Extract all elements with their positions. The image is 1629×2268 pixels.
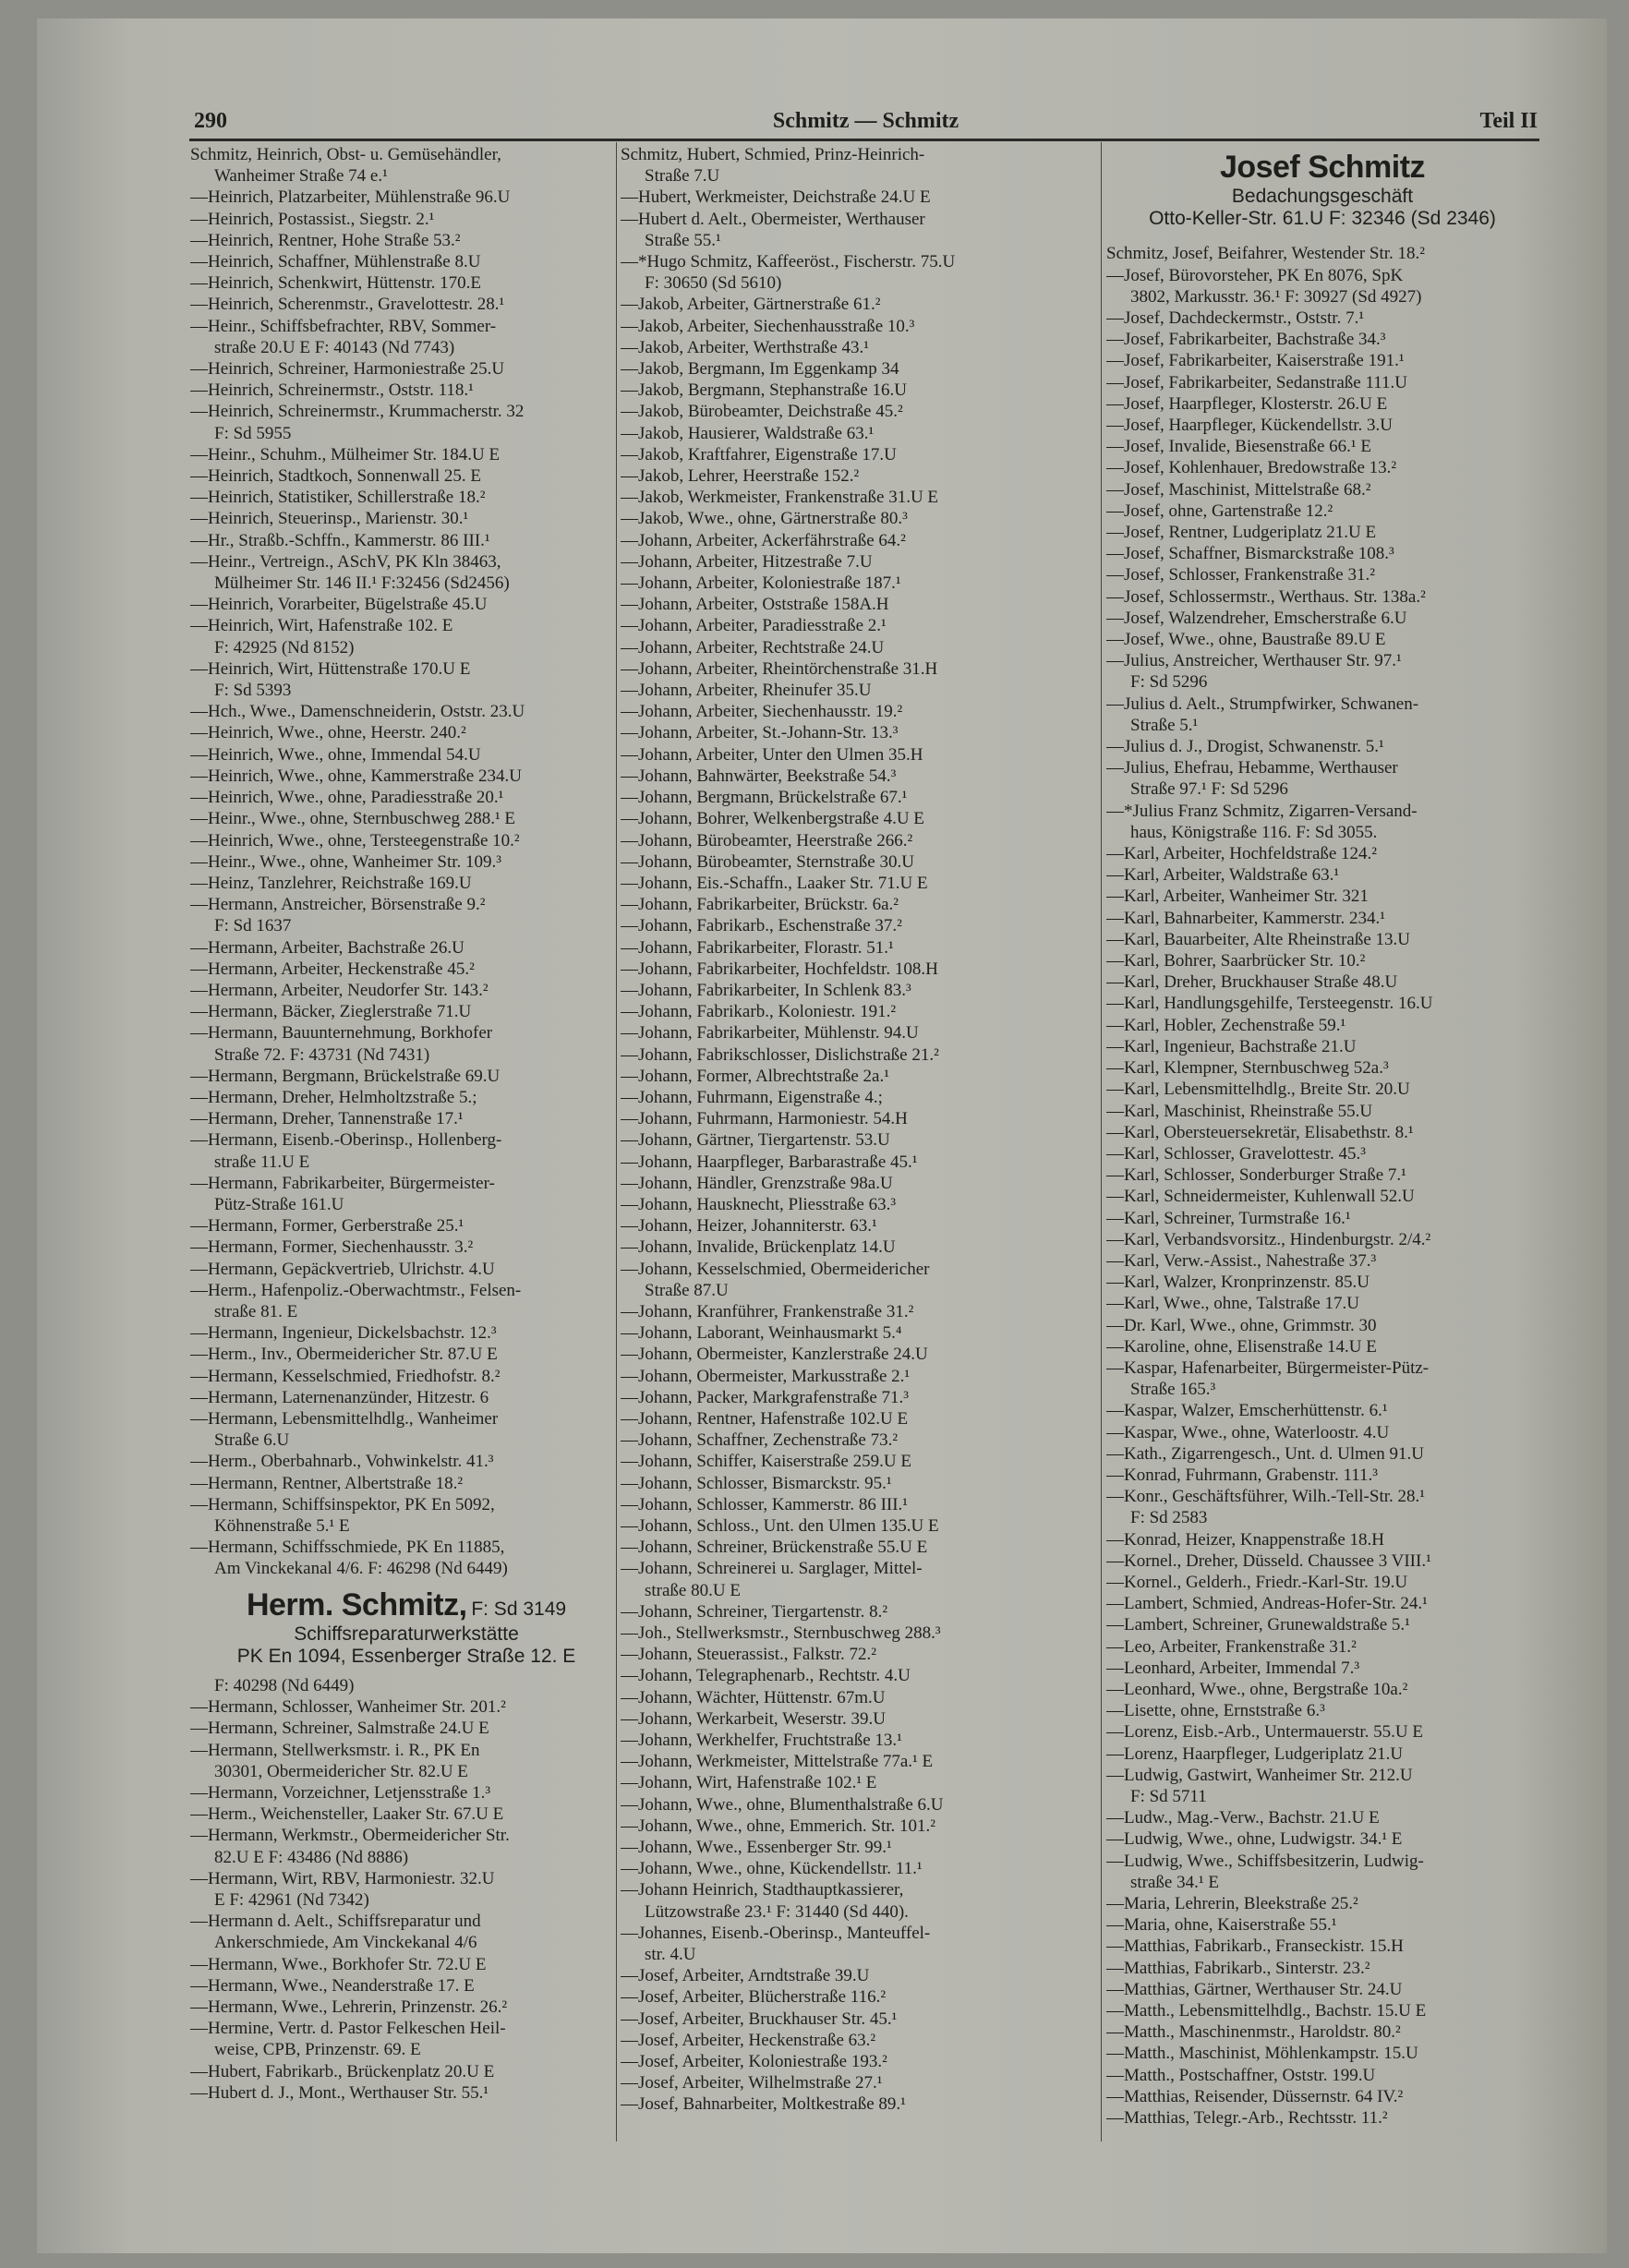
directory-entry-line: —Heinrich, Schaffner, Mühlenstraße 8.U: [190, 252, 481, 272]
directory-entry-line: —Hermann, Vorzeichner, Letjensstraße 1.³: [190, 1783, 491, 1803]
directory-entry-line: —Lambert, Schmied, Andreas-Hofer-Str. 24.¹: [1106, 1594, 1428, 1614]
directory-entry-line: —Hermann, Anstreicher, Börsenstraße 9.²: [190, 895, 486, 915]
directory-entry-line: —Heinrich, Wwe., ohne, Kammerstraße 234.U: [190, 766, 522, 786]
directory-entry-line: —Josef, Invalide, Biesenstraße 66.¹ E: [1106, 437, 1371, 457]
directory-entry-line: —Karl, Schlosser, Gravelottestr. 45.³: [1106, 1143, 1366, 1164]
directory-entry-line: F: Sd 5955: [214, 423, 292, 443]
directory-entry-line: —Karl, Arbeiter, Waldstraße 63.¹: [1106, 865, 1340, 886]
directory-entry-line: —Johann, Bergmann, Brückelstraße 67.¹: [621, 788, 908, 808]
directory-entry-line: —Heinrich, Postassist., Siegstr. 2.¹: [190, 209, 435, 229]
directory-entry-line: —Heinrich, Wirt, Hüttenstraße 170.U E: [190, 658, 471, 679]
directory-entry-line: weise, CPB, Prinzenstr. 69. E: [214, 2040, 421, 2060]
directory-entry-line: —Maria, ohne, Kaiserstraße 55.¹: [1106, 1915, 1337, 1936]
directory-entry-line: —Johann, Werkmeister, Mittelstraße 77a.¹ E: [621, 1752, 934, 1772]
directory-entry-line: —Hermann, Arbeiter, Neudorfer Str. 143.²: [190, 980, 489, 1000]
directory-entry-line: —Kornel., Dreher, Düsseld. Chaussee 3 VIII.¹: [1106, 1550, 1431, 1571]
directory-entry-line: Schmitz, Josef, Beifahrer, Westender Str. 18.²: [1106, 244, 1425, 264]
directory-entry-line: —Leonhard, Wwe., ohne, Bergstraße 10a.²: [1106, 1679, 1408, 1699]
directory-entry-line: —Heinrich, Schreiner, Harmoniestraße 25.U: [190, 359, 505, 380]
directory-entry-line: —Hermann, Schlosser, Wanheimer Str. 201.²: [190, 1697, 506, 1718]
directory-entry-line: —Heinrich, Statistiker, Schillerstraße 18.²: [190, 488, 486, 508]
ad-name: Herm. Schmitz,: [246, 1586, 467, 1623]
directory-entry-line: —Johann, Fabrikarbeiter, In Schlenk 83.³: [621, 980, 911, 1000]
directory-entry-line: —Johann, Bohrer, Welkenbergstraße 4.U E: [621, 809, 924, 829]
directory-entry-line: —Johann, Rentner, Hafenstraße 102.U E: [621, 1408, 909, 1429]
directory-entry-line: —Hermann, Dreher, Tannenstraße 17.¹: [190, 1109, 464, 1129]
header-rule: [189, 139, 1539, 141]
directory-entry-line: Schmitz, Hubert, Schmied, Prinz-Heinrich-: [621, 145, 925, 164]
directory-entry-line: —Heinr., Schuhm., Mülheimer Str. 184.U E: [190, 444, 501, 464]
directory-entry-line: Ankerschmiede, Am Vinckekanal 4/6: [214, 1933, 477, 1953]
directory-entry-line: —Heinrich, Steuerinsp., Marienstr. 30.¹: [190, 509, 469, 529]
directory-entry-line: Schmitz, Heinrich, Obst- u. Gemüsehändler,: [190, 145, 501, 164]
directory-entry-line: —Johann, Haarpfleger, Barbarastraße 45.¹: [621, 1152, 918, 1172]
directory-entry-line: —Johann, Schloss., Unt. den Ulmen 135.U E: [621, 1516, 939, 1536]
directory-entry-line: —Jakob, Arbeiter, Siechenhausstraße 10.³: [621, 316, 915, 336]
directory-entry-line: —Johann, Kesselschmied, Obermeidericher: [621, 1259, 930, 1279]
directory-entry-line: —Johann, Wwe., ohne, Blumenthalstraße 6.U: [621, 1794, 944, 1815]
ad-address: PK En 1094, Essenberger Straße 12. E: [236, 1645, 576, 1667]
directory-entry-line: —Johann, Fabrikarb., Eschenstraße 37.²: [621, 916, 902, 936]
directory-entry-line: Köhnenstraße 5.¹ E: [214, 1516, 350, 1536]
directory-entry-line: 30301, Obermeidericher Str. 82.U E: [214, 1761, 468, 1781]
directory-entry-line: —Johann, Arbeiter, Koloniestraße 187.¹: [621, 573, 901, 594]
directory-entry-line: —Karl, Schneidermeister, Kuhlenwall 52.U: [1106, 1187, 1415, 1207]
directory-entry-line: —Karl, Bauarbeiter, Alte Rheinstraße 13.U: [1106, 929, 1411, 949]
advertisement-herm-schmitz: [190, 1587, 622, 1668]
directory-entry-line: —Jakob, Werkmeister, Frankenstraße 31.U E: [621, 488, 939, 508]
directory-entry-line: —Hermann, Eisenb.-Oberinsp., Hollenberg-: [190, 1130, 502, 1151]
directory-entry-line: —Leonhard, Arbeiter, Immendal 7.³: [1106, 1658, 1360, 1678]
directory-entry-line: —Johann, Fabrikschlosser, Dislichstraße 21.²: [621, 1044, 939, 1065]
directory-entry-line: —Josef, ohne, Gartenstraße 12.²: [1106, 501, 1333, 521]
directory-entry-line: —Josef, Wwe., ohne, Baustraße 89.U E: [1106, 630, 1386, 650]
directory-entry-line: —Johann, Schreiner, Tiergartenstr. 8.²: [621, 1601, 888, 1622]
directory-entry-line: —Hermann, Dreher, Helmholtzstraße 5.;: [190, 1087, 477, 1107]
directory-entry-line: —Herm., Oberbahnarb., Vohwinkelstr. 41.³: [190, 1452, 494, 1472]
column-1: [190, 144, 622, 2104]
directory-entry-line: —Johannes, Eisenb.-Oberinsp., Manteuffel-: [621, 1923, 931, 1943]
directory-entry-line: —Karl, Wwe., ohne, Talstraße 17.U: [1106, 1294, 1359, 1314]
running-title: Schmitz — Schmitz: [772, 109, 959, 133]
directory-entry-line: —Johann, Arbeiter, Hitzestraße 7.U: [621, 551, 873, 572]
directory-entry-line: —Jakob, Kraftfahrer, Eigenstraße 17.U: [621, 444, 897, 464]
directory-entry-line: —Hermann, Former, Gerberstraße 25.¹: [190, 1216, 465, 1237]
directory-entry-line: —Leo, Arbeiter, Frankenstraße 31.²: [1106, 1636, 1357, 1657]
directory-entry-line: —Johann, Laborant, Weinhausmarkt 5.⁴: [621, 1323, 902, 1344]
directory-entry-line: —Herm., Inv., Obermeidericher Str. 87.U E: [190, 1345, 498, 1365]
directory-entry-line: —Josef, Arbeiter, Wilhelmstraße 27.¹: [621, 2073, 883, 2093]
directory-entry-line: —Josef, Rentner, Ludgeriplatz 21.U E: [1106, 523, 1377, 543]
directory-entry-line: —Johann Heinrich, Stadthauptkassierer,: [621, 1880, 904, 1900]
directory-entry-line: —Matthias, Fabrikarb., Sinterstr. 23.²: [1106, 1958, 1370, 1978]
directory-entry-line: —Josef, Maschinist, Mittelstraße 68.²: [1106, 479, 1371, 500]
directory-entry-line: —Jakob, Bergmann, Im Eggenkamp 34: [621, 359, 899, 380]
directory-entry-line: —Johann, Schreiner, Brückenstraße 55.U E: [621, 1538, 928, 1558]
ad-business: Bedachungsgeschäft: [1231, 186, 1414, 208]
directory-entry-line: —Ludwig, Wwe., ohne, Ludwigstr. 34.¹ E: [1106, 1829, 1403, 1850]
ad-business: Schiffsreparaturwerkstätte: [294, 1623, 519, 1645]
directory-entry-line: —Hermann, Schiffsschmiede, PK En 11885,: [190, 1538, 505, 1558]
directory-entry-line: F: Sd 5296: [1130, 672, 1208, 693]
directory-entry-line: —Heinrich, Vorarbeiter, Bügelstraße 45.U: [190, 595, 488, 615]
directory-entry-line: —Johann, Arbeiter, Siechenhausstr. 19.²: [621, 702, 903, 722]
directory-entry-line: F: Sd 5711: [1130, 1787, 1207, 1806]
directory-entry-line: Straße 7.U: [645, 166, 720, 187]
directory-entry-line: Lützowstraße 23.¹ F: 31440 (Sd 440).: [645, 1901, 909, 1922]
directory-entry-line: —Johann, Fabrikarbeiter, Brückstr. 6a.²: [621, 895, 899, 915]
directory-entry-line: E F: 42961 (Nd 7342): [214, 1890, 369, 1911]
directory-entry-line: —Karl, Klempner, Sternbuschweg 52a.³: [1106, 1058, 1389, 1079]
directory-entry-line: —Matth., Maschinenmstr., Haroldstr. 80.²: [1106, 2022, 1401, 2043]
directory-entry-line: —Hermann, Rentner, Albertstraße 18.²: [190, 1473, 464, 1493]
directory-entry-line: —Karl, Bahnarbeiter, Kammerstr. 234.¹: [1106, 908, 1385, 928]
directory-entry-line: Pütz-Straße 161.U: [214, 1194, 344, 1214]
directory-entry-line: F: Sd 2583: [1130, 1508, 1208, 1528]
directory-entry-line: —Karl, Hobler, Zechenstraße 59.¹: [1106, 1015, 1346, 1035]
directory-entry-line: —Jakob, Arbeiter, Werthstraße 43.¹: [621, 337, 869, 357]
directory-entry-line: —Karl, Obersteuersekretär, Elisabethstr. 8.¹: [1106, 1122, 1414, 1142]
directory-entry-line: —Johann, Händler, Grenzstraße 98a.U: [621, 1173, 893, 1193]
directory-entry-line: Am Vinckekanal 4/6. F: 46298 (Nd 6449): [214, 1559, 508, 1579]
directory-entry-line: 3802, Markusstr. 36.¹ F: 30927 (Sd 4927): [1130, 286, 1422, 307]
directory-entry-line: —Heinrich, Schreinermstr., Krummacherstr. 32: [190, 402, 525, 422]
directory-entry-line: —Jakob, Bürobeamter, Deichstraße 45.²: [621, 402, 903, 422]
directory-entry-line: —Karoline, ohne, Elisenstraße 14.U E: [1106, 1336, 1377, 1357]
directory-entry-line: —Heinrich, Stadtkoch, Sonnenwall 25. E: [190, 466, 482, 487]
directory-entry-line: —Matth., Lebensmittelhdlg., Bachstr. 15.U E: [1106, 2001, 1427, 2021]
directory-entry-line: —Karl, Verw.-Assist., Nahestraße 37.³: [1106, 1250, 1377, 1271]
directory-entry-line: Straße 165.³: [1130, 1380, 1216, 1400]
directory-entry-line: —Josef, Arbeiter, Blücherstraße 116.²: [621, 1987, 887, 2008]
directory-entry-line: —Josef, Walzendreher, Emscherstraße 6.U: [1106, 608, 1407, 628]
directory-entry-line: —Johann, Arbeiter, Paradiesstraße 2.¹: [621, 616, 887, 636]
directory-entry-line: —Kath., Zigarrengesch., Unt. d. Ulmen 91.U: [1106, 1443, 1425, 1464]
directory-entry-line: —Johann, Schreinerei u. Sarglager, Mittel-: [621, 1559, 923, 1579]
directory-entry-line: —Karl, Lebensmittelhdlg., Breite Str. 20.U: [1106, 1080, 1410, 1100]
directory-entry-line: —Josef, Fabrikarbeiter, Sedanstraße 111.U: [1106, 372, 1408, 392]
directory-entry-line: —Kornel., Gelderh., Friedr.-Karl-Str. 19.U: [1106, 1572, 1408, 1592]
directory-entry-line: —Maria, Lehrerin, Bleekstraße 25.²: [1106, 1894, 1358, 1914]
directory-entry-line: —Jakob, Bergmann, Stephanstraße 16.U: [621, 380, 907, 401]
directory-entry-line: —Josef, Schlosser, Frankenstraße 31.²: [1106, 565, 1375, 585]
directory-entry-line: —Karl, Dreher, Bruckhauser Straße 48.U: [1106, 972, 1398, 993]
directory-entry-line: —Hermann, Arbeiter, Bachstraße 26.U: [190, 937, 465, 958]
directory-entry-line: Straße 55.¹: [645, 230, 721, 250]
directory-entry-line: —Julius d. Aelt., Strumpfwirker, Schwanen-: [1106, 694, 1419, 714]
directory-entry-line: —Hermann, Bäcker, Zieglerstraße 71.U: [190, 1002, 472, 1022]
directory-entry-line: —*Hugo Schmitz, Kaffeeröst., Fischerstr. 75.U: [621, 252, 956, 272]
directory-entry-line: —Karl, Schlosser, Sonderburger Straße 7.¹: [1106, 1165, 1406, 1186]
directory-entry-line: —Johann, Arbeiter, Rheinufer 35.U: [621, 681, 872, 701]
directory-entry-line: —Johann, Wirt, Hafenstraße 102.¹ E: [621, 1773, 877, 1793]
directory-entry-line: —Matthias, Fabrikarb., Franseckistr. 15.H: [1106, 1936, 1404, 1957]
directory-entry-line: —Johann, Gärtner, Tiergartenstr. 53.U: [621, 1130, 890, 1151]
directory-entry-line: —Heinrich, Wwe., ohne, Heerstr. 240.²: [190, 723, 466, 743]
directory-entry-line: —Karl, Arbeiter, Hochfeldstraße 124.²: [1106, 844, 1378, 864]
directory-entry-line: F: 30650 (Sd 5610): [645, 273, 782, 294]
ad-name: Josef Schmitz: [1219, 150, 1426, 185]
directory-entry-line: —Johann, Steuerassist., Falkstr. 72.²: [621, 1645, 876, 1665]
directory-entry-line: —Kaspar, Walzer, Emscherhüttenstr. 6.¹: [1106, 1401, 1388, 1421]
directory-entry-line: —Hermann, Wwe., Lehrerin, Prinzenstr. 26.²: [190, 1997, 508, 2018]
directory-entry-line: —Jakob, Wwe., ohne, Gärtnerstraße 80.³: [621, 509, 908, 529]
directory-entry-line: —Johann, Packer, Markgrafenstraße 71.³: [621, 1387, 909, 1407]
directory-entry-line: —Hermann, Stellwerksmstr. i. R., PK En: [190, 1740, 480, 1760]
directory-entry-line: —Jakob, Hausierer, Waldstraße 63.¹: [621, 423, 875, 443]
ad-phone: F: Sd 3149: [471, 1598, 567, 1620]
directory-entry-line: Straße 6.U: [214, 1430, 290, 1451]
directory-entry-line: —Hermann, Fabrikarbeiter, Bürgermeister-: [190, 1173, 495, 1193]
directory-entry-line: —Konr., Geschäftsführer, Wilh.-Tell-Str. 28.¹: [1106, 1487, 1425, 1507]
directory-entry-line: Straße 72. F: 43731 (Nd 7431): [214, 1044, 430, 1065]
directory-entry-line: —Hubert d. J., Mont., Werthauser Str. 55.¹: [190, 2082, 489, 2103]
directory-entry-line: —Johann, Schaffner, Zechenstraße 73.²: [621, 1430, 899, 1451]
directory-entry-line: —Lambert, Schreiner, Grunewaldstraße 5.¹: [1106, 1615, 1410, 1635]
directory-entry-line: —Julius, Ehefrau, Hebamme, Werthauser: [1106, 758, 1398, 778]
directory-entry-line: —Ludwig, Gastwirt, Wanheimer Str. 212.U: [1106, 1765, 1413, 1785]
directory-entry-line: —Johann, Schiffer, Kaiserstraße 259.U E: [621, 1452, 911, 1472]
directory-entry-line: —Heinrich, Wwe., ohne, Tersteegenstraße 10.²: [190, 830, 520, 850]
directory-entry-line: —Johann, Arbeiter, Oststraße 158A.H: [621, 595, 889, 615]
directory-entry-line: —Josef, Schaffner, Bismarckstraße 108.³: [1106, 544, 1394, 564]
directory-entry-line: —Matth., Maschinist, Möhlenkampstr. 15.U: [1106, 2044, 1418, 2064]
column-divider: [1101, 142, 1102, 2141]
directory-entry-line: —Hermann, Bergmann, Brückelstraße 69.U: [190, 1066, 501, 1086]
directory-entry-line: —Hermann, Lebensmittelhdlg., Wanheimer: [190, 1408, 499, 1429]
directory-entry-line: —Hermann, Schiffsinspektor, PK En 5092,: [190, 1494, 495, 1514]
directory-entry-line: —Josef, Arbeiter, Koloniestraße 193.²: [621, 2052, 887, 2072]
directory-entry-line: —Hermann, Werkmstr., Obermeidericher Str.: [190, 1826, 510, 1846]
directory-entry-line: —Johann, Bürobeamter, Heerstraße 266.²: [621, 830, 913, 850]
directory-entry-line: —Konrad, Fuhrmann, Grabenstr. 111.³: [1106, 1465, 1378, 1485]
directory-entry-line: —Johann, Fuhrmann, Eigenstraße 4.;: [621, 1087, 883, 1107]
directory-entry-line: Mülheimer Str. 146 II.¹ F:32456 (Sd2456): [214, 573, 510, 594]
directory-entry-line: —Johann, Arbeiter, Rechtstraße 24.U: [621, 637, 885, 657]
directory-entry-line: —Karl, Ingenieur, Bachstraße 21.U: [1106, 1036, 1357, 1056]
directory-entry-line: —Julius, Anstreicher, Werthauser Str. 97.¹: [1106, 651, 1402, 671]
directory-entry-line: —Hermann, Former, Siechenhausstr. 3.²: [190, 1237, 474, 1258]
directory-entry-line: —Hermann, Ingenieur, Dickelsbachstr. 12.³: [190, 1323, 497, 1344]
directory-entry-line: 82.U E F: 43486 (Nd 8886): [214, 1847, 409, 1867]
directory-entry-line: —Heinrich, Rentner, Hohe Straße 53.²: [190, 230, 461, 250]
directory-entry-line: —Josef, Haarpfleger, Kückendellstr. 3.U: [1106, 416, 1394, 435]
directory-entry-line: —Kaspar, Wwe., ohne, Waterloostr. 4.U: [1106, 1422, 1390, 1442]
directory-entry-line: —Herm., Weichensteller, Laaker Str. 67.U E: [190, 1804, 504, 1825]
directory-entry-line: —Josef, Bahnarbeiter, Moltkestraße 89.¹: [621, 2094, 906, 2115]
directory-entry-line: —Heinrich, Wwe., ohne, Paradiesstraße 20.¹: [190, 788, 504, 808]
directory-entry-line: —Johann, Fuhrmann, Harmoniestr. 54.H: [621, 1109, 908, 1129]
directory-entry-line: —Julius d. J., Drogist, Schwanenstr. 5.¹: [1106, 737, 1384, 757]
directory-entry-line: —Heinz, Tanzlehrer, Reichstraße 169.U: [190, 873, 472, 893]
directory-entry-line: —Hermine, Vertr. d. Pastor Felkeschen Heil-: [190, 2019, 506, 2039]
directory-entry-line: —Johann, Obermeister, Kanzlerstraße 24.U: [621, 1345, 928, 1365]
directory-entry-line: haus, Königstraße 116. F: Sd 3055.: [1130, 822, 1378, 842]
page-number: 290: [194, 109, 227, 133]
directory-entry-line: —Hermann, Schreiner, Salmstraße 24.U E: [190, 1719, 489, 1739]
directory-entry-line: straße 11.U E: [214, 1152, 310, 1172]
directory-entry-line: Wanheimer Straße 74 e.¹: [214, 166, 388, 187]
advertisement-josef-schmitz: [1106, 150, 1538, 230]
directory-entry-line: F: Sd 5393: [214, 681, 292, 701]
directory-entry-line: —Johann, Former, Albrechtstraße 2a.¹: [621, 1066, 889, 1086]
column-3: [1106, 144, 1538, 2129]
directory-entry-line: —Johann, Wächter, Hüttenstr. 67m.U: [621, 1687, 886, 1707]
directory-entry-line: —Kaspar, Hafenarbeiter, Bürgermeister-Pütz-: [1106, 1357, 1430, 1378]
directory-entry-line: —Heinrich, Platzarbeiter, Mühlenstraße 96.U: [190, 187, 511, 208]
directory-entry-line: —Hr., Straßb.-Schffn., Kammerstr. 86 III.¹: [190, 530, 490, 550]
directory-entry-line: —Karl, Verbandsvorsitz., Hindenburgstr. 2/4.²: [1106, 1229, 1431, 1249]
directory-entry-line: —Josef, Arbeiter, Heckenstraße 63.²: [621, 2030, 876, 2050]
directory-entry-line: —Josef, Fabrikarbeiter, Kaiserstraße 191.¹: [1106, 351, 1405, 371]
directory-entry-line: —Johann, Invalide, Brückenplatz 14.U: [621, 1237, 896, 1258]
directory-entry-line: —Josef, Arbeiter, Bruckhauser Str. 45.¹: [621, 2009, 898, 2029]
directory-entry-line: —Johann, Fabrikarbeiter, Hochfeldstr. 108.H: [621, 959, 938, 979]
directory-entry-line: —Johann, Bahnwärter, Beekstraße 54.³: [621, 766, 897, 786]
directory-entry-line: Straße 97.¹ F: Sd 5296: [1130, 779, 1288, 800]
directory-entry-line: —Hermann d. Aelt., Schiffsreparatur und: [190, 1912, 481, 1932]
directory-entry-line: F: 40298 (Nd 6449): [214, 1675, 355, 1695]
directory-entry-line: —Matthias, Telegr.-Arb., Rechtsstr. 11.²: [1106, 2108, 1388, 2129]
directory-entry-line: —Joh., Stellwerksmstr., Sternbuschweg 288.³: [621, 1623, 941, 1644]
directory-entry-line: —Johann, Bürobeamter, Sternstraße 30.U: [621, 851, 914, 872]
directory-entry-line: straße 34.¹ E: [1130, 1872, 1219, 1892]
directory-entry-line: —Johann, Wwe., ohne, Kückendellstr. 11.¹: [621, 1859, 923, 1879]
directory-entry-line: —Hubert d. Aelt., Obermeister, Werthauser: [621, 209, 925, 229]
directory-entry-line: —Karl, Arbeiter, Wanheimer Str. 321: [1106, 887, 1369, 907]
directory-entry-line: —Dr. Karl, Wwe., ohne, Grimmstr. 30: [1106, 1315, 1377, 1335]
directory-entry-line: —*Julius Franz Schmitz, Zigarren-Versand-: [1106, 801, 1418, 821]
directory-entry-line: —Lorenz, Haarpfleger, Ludgeriplatz 21.U: [1106, 1743, 1404, 1764]
directory-entry-line: straße 81. E: [214, 1301, 298, 1321]
directory-entry-line: —Johann, Fabrikarbeiter, Mühlenstr. 94.U: [621, 1023, 919, 1044]
directory-entry-line: F: Sd 1637: [214, 916, 292, 936]
directory-entry-line: —Hubert, Fabrikarb., Brückenplatz 20.U E: [190, 2061, 495, 2081]
directory-entry-line: —Johann, Arbeiter, Unter den Ulmen 35.H: [621, 744, 923, 765]
directory-entry-line: Straße 87.U: [645, 1280, 729, 1300]
directory-entry-line: —Heinrich, Schenkwirt, Hüttenstr. 170.E: [190, 273, 482, 294]
directory-entry-line: —Johann, Werkarbeit, Weserstr. 39.U: [621, 1708, 886, 1729]
directory-entry-line: —Heinrich, Wirt, Hafenstraße 102. E: [190, 616, 453, 636]
directory-entry-line: —Johann, Schlosser, Kammerstr. 86 III.¹: [621, 1494, 908, 1514]
column-2: [621, 144, 1096, 2116]
directory-entry-line: —Johann, Heizer, Johanniterstr. 63.¹: [621, 1216, 877, 1237]
directory-entry-line: —Johann, Hausknecht, Pliesstraße 63.³: [621, 1194, 897, 1214]
directory-entry-line: —Heinr., Schiffsbefrachter, RBV, Sommer-: [190, 316, 497, 336]
directory-entry-line: —Josef, Kohlenhauer, Bredowstraße 13.²: [1106, 458, 1397, 478]
directory-entry-line: —Johann, Wwe., ohne, Emmerich. Str. 101.²: [621, 1816, 935, 1836]
directory-entry-line: —Lorenz, Eisb.-Arb., Untermauerstr. 55.U E: [1106, 1722, 1423, 1743]
directory-entry-line: —Hch., Wwe., Damenschneiderin, Oststr. 23.U: [190, 702, 525, 722]
directory-entry-line: —Karl, Handlungsgehilfe, Tersteegenstr. 16.U: [1106, 994, 1433, 1014]
directory-entry-line: —Hermann, Wwe., Neanderstraße 17. E: [190, 1975, 475, 1996]
directory-entry-line: —Josef, Schlossermstr., Werthaus. Str. 138a.²: [1106, 586, 1426, 607]
directory-entry-line: —Hermann, Laternenanzünder, Hitzestr. 6: [190, 1387, 489, 1407]
directory-entry-line: —Johann, Telegraphenarb., Rechtstr. 4.U: [621, 1666, 911, 1686]
directory-entry-line: —Karl, Schreiner, Turmstraße 16.¹: [1106, 1208, 1351, 1228]
directory-entry-line: Straße 5.¹: [1130, 715, 1199, 735]
page-header: [194, 109, 1538, 137]
directory-entry-line: —Johann, Fabrikarbeiter, Florastr. 51.¹: [621, 937, 894, 958]
directory-entry-line: —Matthias, Gärtner, Werthauser Str. 24.U: [1106, 1979, 1403, 1999]
directory-entry-line: —Heinr., Vertreign., ASchV, PK Kln 38463,: [190, 551, 501, 572]
directory-entry-line: —Heinr., Wwe., ohne, Sternbuschweg 288.¹ E: [190, 809, 516, 829]
ad-address: Otto-Keller-Str. 61.U F: 32346 (Sd 2346): [1149, 208, 1496, 230]
directory-entry-line: —Johann, Arbeiter, Ackerfährstraße 64.²: [621, 530, 906, 550]
directory-entry-line: —Ludw., Mag.-Verw., Bachstr. 21.U E: [1106, 1808, 1380, 1828]
directory-entry-line: —Johann, Arbeiter, Rheintörchenstraße 31.H: [621, 658, 938, 679]
directory-entry-line: —Heinr., Wwe., ohne, Wanheimer Str. 109.³: [190, 851, 501, 872]
directory-entry-line: —Heinrich, Scherenmstr., Gravelottestr. 28.¹: [190, 295, 505, 315]
directory-entry-line: —Hubert, Werkmeister, Deichstraße 24.U E: [621, 187, 931, 208]
directory-entry-line: straße 80.U E: [645, 1580, 741, 1600]
directory-entry-line: —Konrad, Heizer, Knappenstraße 18.H: [1106, 1529, 1385, 1550]
part-label: Teil II: [1479, 109, 1538, 133]
directory-entry-line: —Johann, Arbeiter, St.-Johann-Str. 13.³: [621, 723, 899, 743]
directory-entry-line: —Hermann, Kesselschmied, Friedhofstr. 8.²: [190, 1366, 501, 1386]
directory-entry-line: —Johann, Fabrikarb., Koloniestr. 191.²: [621, 1002, 897, 1022]
directory-entry-line: —Herm., Hafenpoliz.-Oberwachtmstr., Felsen-: [190, 1280, 522, 1300]
directory-entry-line: —Hermann, Gepäckvertrieb, Ulrichstr. 4.U: [190, 1259, 495, 1279]
directory-entry-line: —Johann, Wwe., Essenberger Str. 99.¹: [621, 1838, 892, 1858]
directory-entry-line: —Heinrich, Wwe., ohne, Immendal 54.U: [190, 744, 481, 765]
directory-entry-line: —Johann, Schlosser, Bismarckstr. 95.¹: [621, 1473, 892, 1493]
directory-entry-line: —Hermann, Wirt, RBV, Harmoniestr. 32.U: [190, 1868, 495, 1888]
directory-entry-line: —Josef, Dachdeckermstr., Oststr. 7.¹: [1106, 308, 1365, 328]
directory-entry-line: F: 42925 (Nd 8152): [214, 637, 355, 657]
directory-entry-line: —Lisette, ohne, Ernststraße 6.³: [1106, 1701, 1325, 1721]
directory-entry-line: —Josef, Bürovorsteher, PK En 8076, SpK: [1106, 265, 1404, 285]
directory-entry-line: —Matth., Postschaffner, Oststr. 199.U: [1106, 2065, 1376, 2085]
directory-entry-line: straße 20.U E F: 40143 (Nd 7743): [214, 337, 455, 357]
directory-entry-line: str. 4.U: [645, 1945, 696, 1965]
directory-entry-line: —Heinrich, Schreinermstr., Oststr. 118.¹: [190, 380, 474, 401]
directory-entry-line: —Ludwig, Wwe., Schiffsbesitzerin, Ludwig-: [1106, 1851, 1424, 1871]
directory-entry-line: —Jakob, Arbeiter, Gärtnerstraße 61.²: [621, 295, 881, 315]
directory-entry-line: —Hermann, Bauunternehmung, Borkhofer: [190, 1023, 493, 1044]
directory-entry-line: —Karl, Walzer, Kronprinzenstr. 85.U: [1106, 1273, 1370, 1293]
directory-entry-line: —Hermann, Arbeiter, Heckenstraße 45.²: [190, 959, 475, 979]
directory-entry-line: —Jakob, Lehrer, Heerstraße 152.²: [621, 466, 860, 487]
directory-entry-line: —Karl, Maschinist, Rheinstraße 55.U: [1106, 1101, 1373, 1121]
directory-entry-line: —Hermann, Wwe., Borkhofer Str. 72.U E: [190, 1954, 487, 1974]
directory-entry-line: —Josef, Arbeiter, Arndtstraße 39.U: [621, 1966, 870, 1986]
directory-entry-line: —Matthias, Reisender, Düssernstr. 64 IV.²: [1106, 2086, 1404, 2106]
directory-entry-line: —Johann, Werkhelfer, Fruchtstraße 13.¹: [621, 1731, 902, 1751]
directory-entry-line: —Josef, Fabrikarbeiter, Bachstraße 34.³: [1106, 330, 1386, 350]
directory-entry-line: —Johann, Eis.-Schaffn., Laaker Str. 71.U E: [621, 873, 928, 893]
directory-entry-line: —Karl, Bohrer, Saarbrücker Str. 10.²: [1106, 951, 1366, 971]
directory-entry-line: —Johann, Obermeister, Markusstraße 2.¹: [621, 1366, 911, 1386]
directory-entry-line: —Johann, Kranführer, Frankenstraße 31.²: [621, 1301, 914, 1321]
directory-entry-line: —Josef, Haarpfleger, Klosterstr. 26.U E: [1106, 393, 1388, 414]
